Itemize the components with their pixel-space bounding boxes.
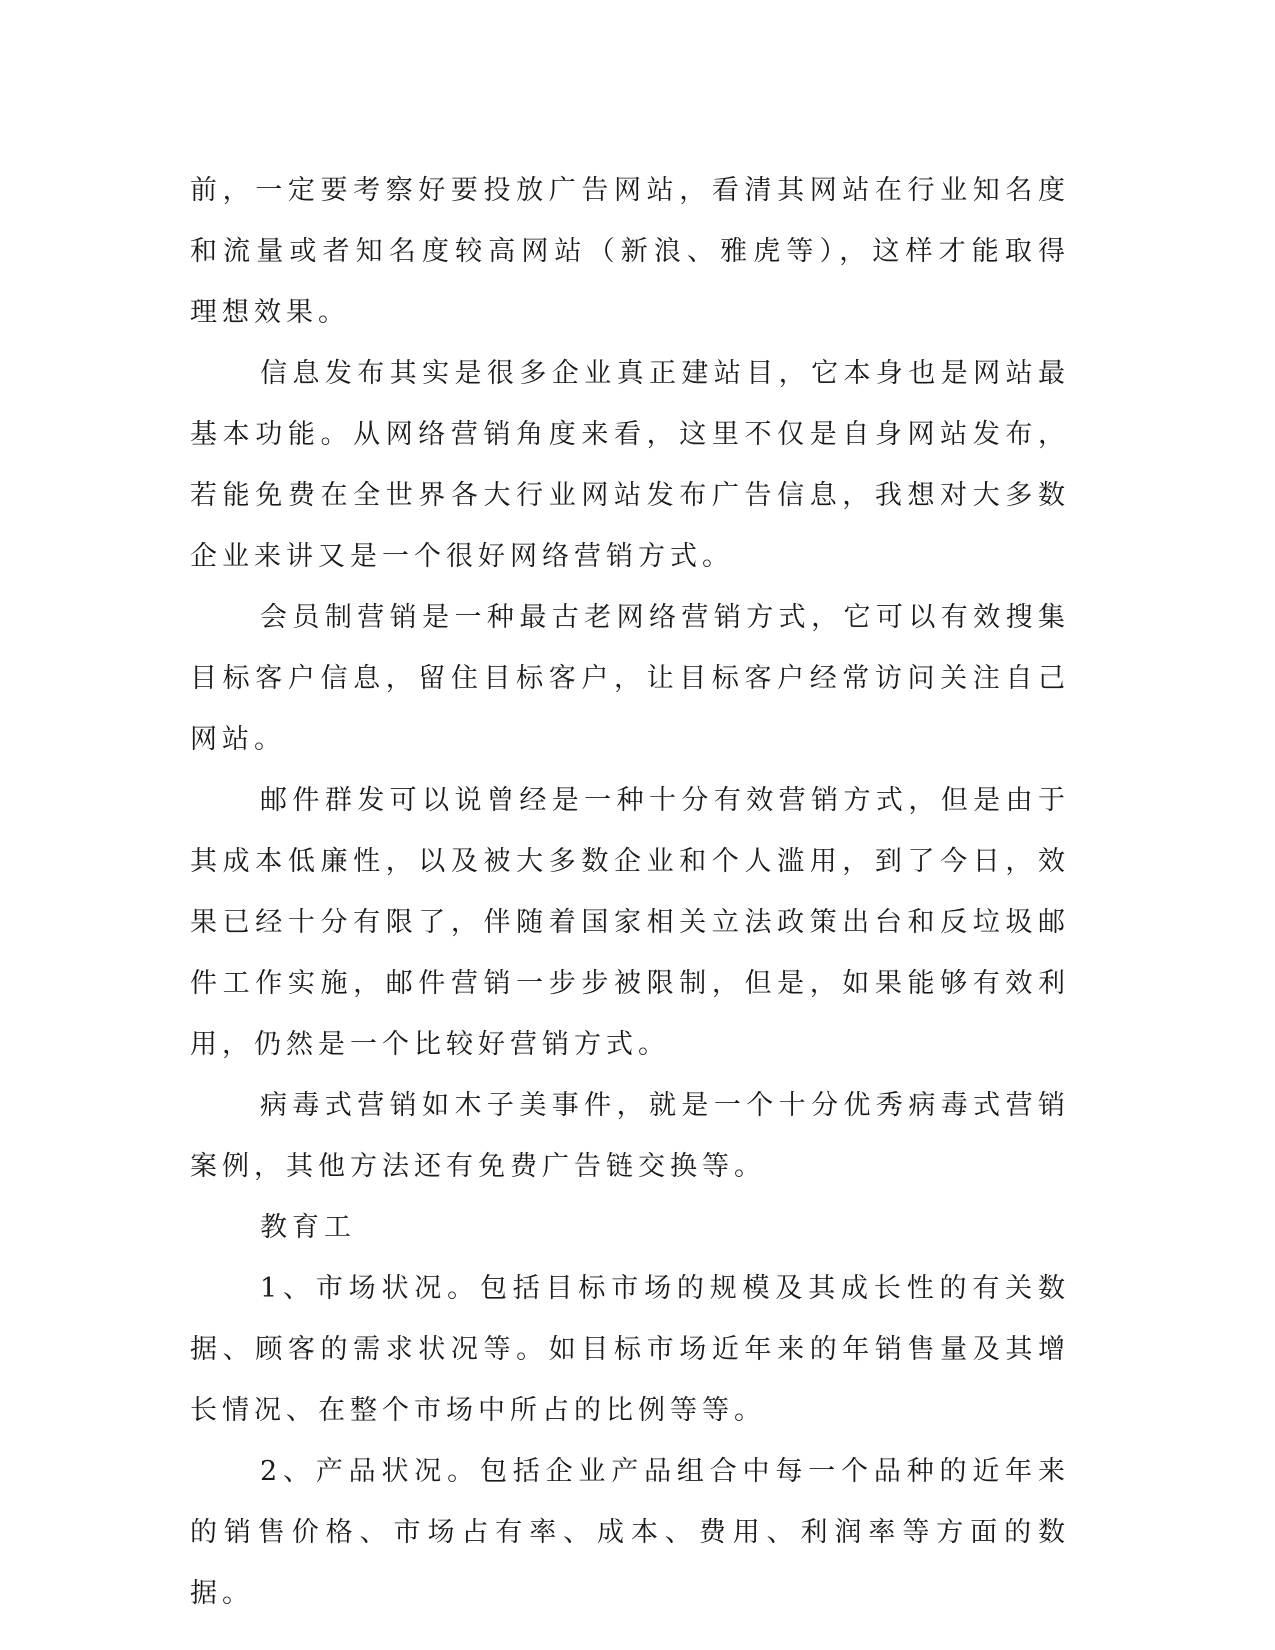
document-body — [190, 160, 1070, 1624]
paragraph-7: 1、市场状况。包括目标市场的规模及其成长性的有关数据、顾客的需求状况等。如目标市场近年来的年销售量及其增长情况、在整个市场中所占的比例等等。 — [190, 1273, 1070, 1426]
paragraph-3: 会员制营销是一种最古老网络营销方式，它可以有效搜集目标客户信息，留住目标客户，让目标客户经常访问关注自己网站。 — [190, 602, 1070, 755]
paragraph-2: 信息发布其实是很多企业真正建站目，它本身也是网站最基本功能。从网络营销角度来看，这里不仅是自身网站发布，若能免费在全世界各大行业网站发布广告信息，我想对大多数企业来讲又是一个很好网络营销方式。 — [190, 358, 1070, 572]
paragraph-6: 教育工 — [260, 1212, 356, 1243]
paragraph-1: 前，一定要考察好要投放广告网站，看清其网站在行业知名度和流量或者知名度较高网站（新浪、雅虎等），这样才能取得理想效果。 — [190, 175, 1070, 328]
paragraph-4: 邮件群发可以说曾经是一种十分有效营销方式，但是由于其成本低廉性，以及被大多数企业和个人滥用，到了今日，效果已经十分有限了，伴随着国家相关立法政策出台和反垃圾邮件工作实施，邮件营销一步步被限制，但是，如果能够有效利用，仍然是一个比较好营销方式。 — [190, 785, 1070, 1060]
paragraph-5: 病毒式营销如木子美事件，就是一个十分优秀病毒式营销案例，其他方法还有免费广告链交换等。 — [190, 1090, 1070, 1182]
paragraph-8: 2、产品状况。包括企业产品组合中每一个品种的近年来的销售价格、市场占有率、成本、费用、利润率等方面的数据。 — [190, 1456, 1070, 1609]
